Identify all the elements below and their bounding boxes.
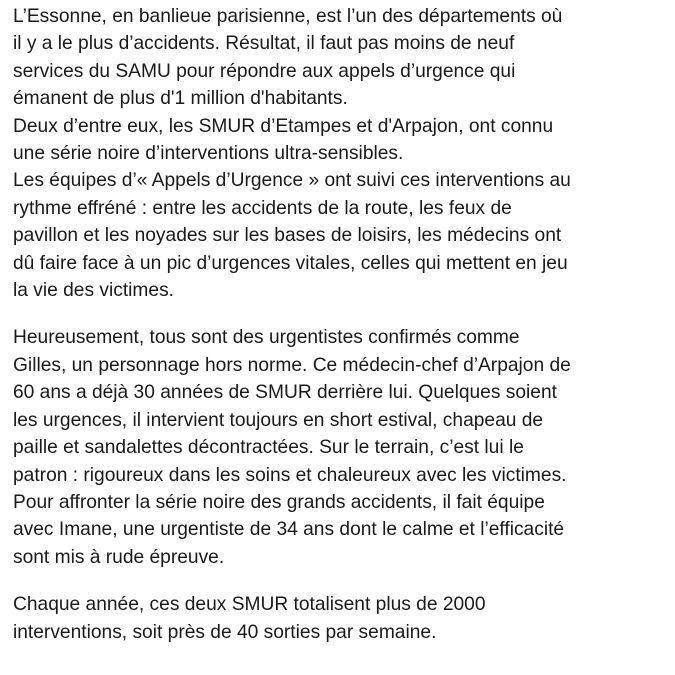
text-line: services du SAMU pour répondre aux appels d’urgence qui (13, 60, 516, 82)
paragraph-spacer (13, 571, 673, 591)
text-line: paille et sandalettes décontractées. Sur le terrain, c’est lui le (13, 437, 524, 459)
text-line: 60 ans a déjà 30 années de SMUR derrière lui. Quelques soient (13, 382, 557, 404)
text-line: Les équipes d’« Appels d’Urgence » ont suivi ces interventions au (13, 170, 571, 192)
text-line: patron : rigoureux dans les soins et chaleureux avec les victimes. (13, 464, 567, 486)
text-line: Gilles, un personnage hors norme. Ce médecin-chef d’Arpajon de (13, 354, 571, 376)
text-line: L’Essonne, en banlieue parisienne, est l’un des départements où (13, 6, 563, 27)
paragraph-spacer (13, 304, 673, 324)
text-line: Deux d’entre eux, les SMUR d’Etampes et d'Arpajon, ont connu (13, 115, 554, 137)
text-line: il y a le plus d’accidents. Résultat, il faut pas moins de neuf (13, 33, 515, 55)
text-line: rythme effréné : entre les accidents de la route, les feux de (13, 197, 512, 219)
text-line: sont mis à rude épreuve. (13, 546, 225, 568)
text-line: les urgences, il intervient toujours en short estival, chapeau de (13, 409, 544, 431)
text-line: Chaque année, ces deux SMUR totalisent plus de 2000 (13, 594, 486, 616)
text-line: dû faire face à un pic d’urgences vitales, celles qui mettent en jeu (13, 252, 568, 274)
text-line: une série noire d’interventions ultra-sensibles. (13, 143, 404, 165)
text-line: avec Imane, une urgentiste de 34 ans dont le calme et l’efficacité (13, 519, 565, 541)
text-line: émanent de plus d'1 million d'habitants. (13, 88, 348, 110)
text-line: pavillon et les noyades sur les bases de loisirs, les médecins ont (13, 225, 562, 247)
article-body (13, 3, 673, 646)
text-line: Heureusement, tous sont des urgentistes confirmés comme (13, 327, 520, 349)
text-line: la vie des victimes. (13, 280, 175, 302)
paragraph-stats (13, 591, 673, 646)
paragraph-intro (13, 3, 673, 304)
text-line: Pour affronter la série noire des grands accidents, il fait équipe (13, 491, 545, 513)
text-line: interventions, soit près de 40 sorties par semaine. (13, 621, 437, 643)
paragraph-gilles (13, 324, 673, 571)
